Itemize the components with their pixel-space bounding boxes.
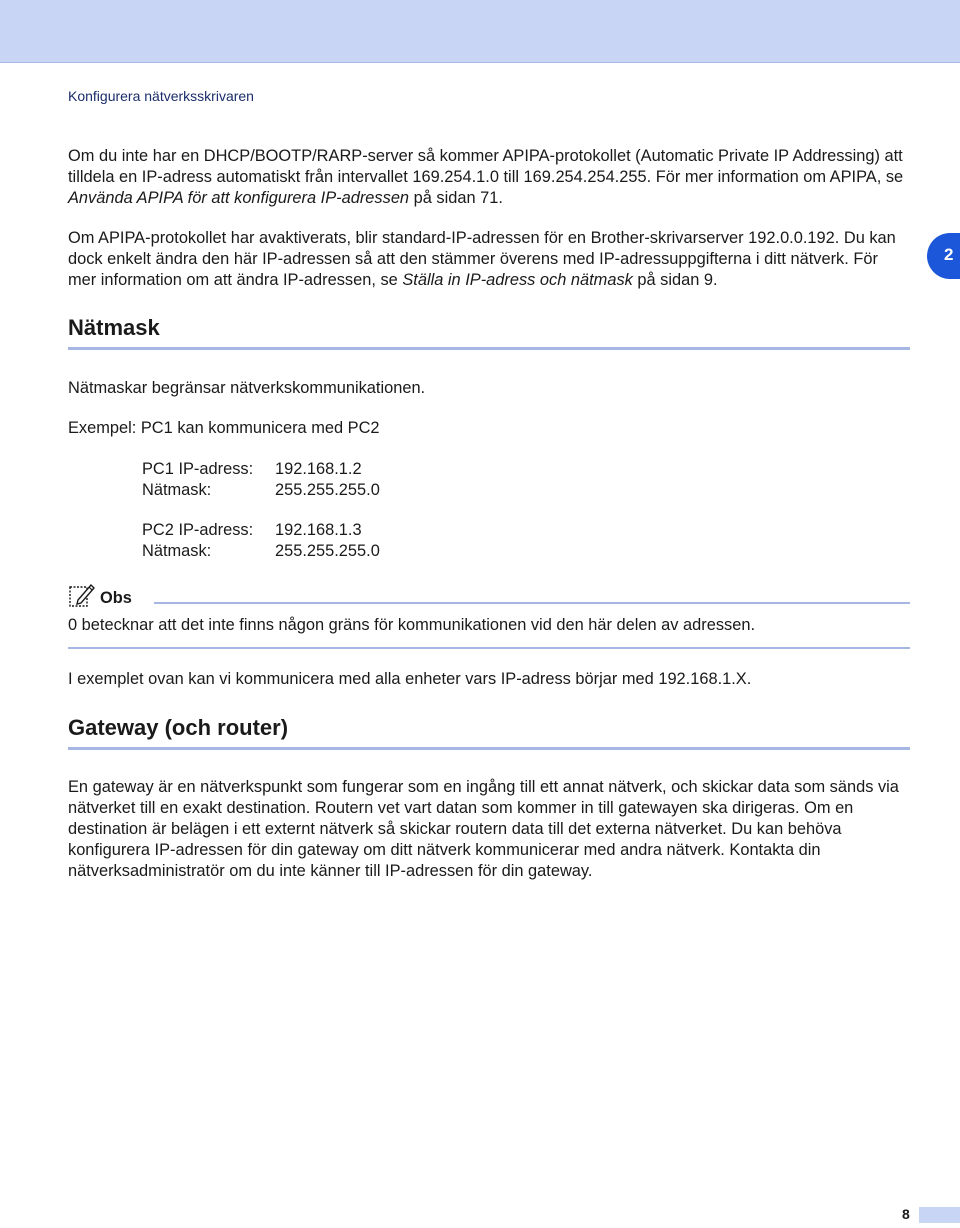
top-band bbox=[0, 0, 960, 63]
netmask-conclusion: I exemplet ovan kan vi kommunicera med alla enheter vars IP-adress börjar med 192.168.1.X. bbox=[68, 670, 752, 688]
page-content bbox=[68, 146, 910, 882]
pc1-mask-value: 255.255.255.0 bbox=[275, 481, 380, 499]
netmask-heading: Nätmask bbox=[68, 315, 910, 350]
apipa-reference: Använda APIPA för att konfigurera IP-adressen bbox=[68, 189, 410, 207]
netmask-example: Exempel: PC1 kan kommunicera med PC2 bbox=[68, 419, 380, 437]
page-number-bar bbox=[919, 1207, 960, 1223]
pc1-ip-value: 192.168.1.2 bbox=[275, 460, 362, 478]
intro-p2-text: Om APIPA-protokollet har avaktiverats, blir standard-IP-adressen för en Brother-skrivarserver 192.0.0.192. Du kan dock enkelt ändra den här IP-adressen så att den stämmer överens med IP-adressuppgifterna i ditt nätverk. För mer information om att ändra IP-adressen, se bbox=[68, 229, 896, 289]
running-header: Konfigurera nätverksskrivaren bbox=[68, 88, 254, 104]
pc1-mask-label: Nätmask: bbox=[142, 481, 212, 499]
chapter-tab bbox=[927, 233, 960, 279]
gateway-heading: Gateway (och router) bbox=[68, 715, 910, 750]
gateway-paragraph: En gateway är en nätverkspunkt som fungerar som en ingång till ett annat nätverk, och skickar data som sänds via nätverket till en exakt destination. Routern vet vart datan som kommer in till gatewayen ska dirigeras. Om en destination är belägen i ett externt nätverk så skickar routern data till det externa nätverket. Du kan behöva konfigurera IP-adressen för din gateway om ditt nätverk kommunicerar med andra nätverk. Kontakta din nätverksadministratör om du inte känner till IP-adressen för din gateway. bbox=[68, 778, 899, 880]
intro-p1-tail: på sidan 71. bbox=[409, 189, 503, 207]
note-top-rule bbox=[154, 602, 910, 604]
intro-p1-text: Om du inte har en DHCP/BOOTP/RARP-server så kommer APIPA-protokollet (Automatic Private IP Addressing) att tilldela en IP-adress automatiskt från intervallet 169.254.1.0 till 169.254.254.255. För mer information om APIPA, se bbox=[68, 147, 904, 186]
pc2-address-block bbox=[142, 520, 910, 562]
page-number: 8 bbox=[902, 1206, 910, 1222]
chapter-number: 2 bbox=[944, 245, 954, 264]
pc2-mask-label: Nätmask: bbox=[142, 542, 212, 560]
netmask-intro: Nätmaskar begränsar nätverkskommunikationen. bbox=[68, 379, 426, 397]
intro-paragraph-2 bbox=[68, 228, 910, 291]
pc2-ip-value: 192.168.1.3 bbox=[275, 521, 362, 539]
pc1-ip-label: PC1 IP-adress: bbox=[142, 460, 254, 478]
note-title: Obs bbox=[100, 589, 132, 607]
intro-paragraph-1 bbox=[68, 146, 910, 209]
note-text: 0 betecknar att det inte finns någon gräns för kommunikationen vid den här delen av adressen. bbox=[68, 616, 756, 634]
note-header bbox=[68, 582, 910, 608]
ip-settings-reference: Ställa in IP-adress och nätmask bbox=[402, 271, 633, 289]
pc1-address-block bbox=[142, 459, 910, 501]
pencil-note-icon bbox=[68, 582, 96, 608]
pc2-ip-label: PC2 IP-adress: bbox=[142, 521, 254, 539]
pc2-mask-value: 255.255.255.0 bbox=[275, 542, 380, 560]
intro-p2-tail: på sidan 9. bbox=[632, 271, 718, 289]
